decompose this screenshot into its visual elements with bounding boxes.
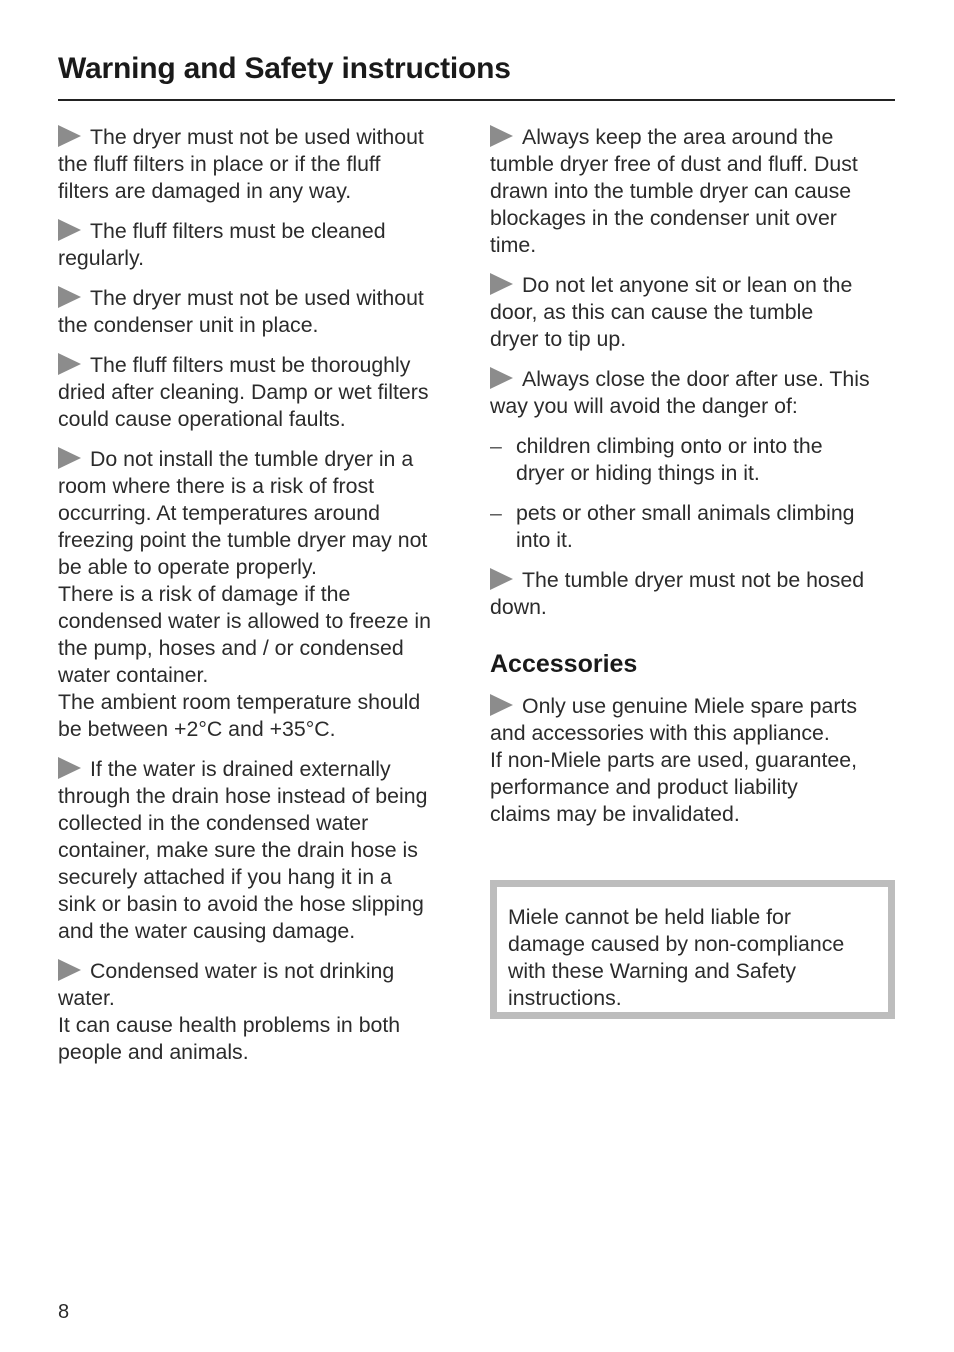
left-column	[58, 124, 468, 1079]
safety-instruction-line	[490, 326, 900, 353]
page-number: 8	[58, 1301, 70, 1323]
dash-list-line: into it.	[516, 528, 573, 552]
safety-instruction-line	[58, 864, 468, 891]
liability-notice-box	[490, 880, 895, 1019]
paragraph-text: The dryer must not be used without	[90, 286, 424, 310]
paragraph-text: The fluff filters must be thoroughly	[90, 353, 411, 377]
warning-triangle-icon	[58, 447, 81, 469]
warning-triangle-icon	[58, 757, 81, 779]
paragraph-text: dried after cleaning. Damp or wet filters	[58, 380, 429, 404]
accessories-instruction	[490, 693, 900, 828]
paragraph-text: Do not let anyone sit or lean on the	[522, 273, 853, 297]
paragraph-text: people and animals.	[58, 1040, 249, 1064]
safety-instruction-line	[58, 446, 468, 473]
warning-triangle-icon	[490, 694, 513, 716]
safety-instruction-line	[58, 285, 468, 312]
safety-instruction	[490, 567, 900, 621]
page-title: Warning and Safety instructions	[58, 52, 511, 85]
safety-instruction	[58, 124, 468, 205]
paragraph-text: tumble dryer free of dust and fluff. Dust	[490, 152, 858, 176]
safety-instruction-line	[58, 918, 468, 945]
safety-instruction-line	[58, 554, 468, 581]
paragraph-text: regularly.	[58, 246, 145, 270]
safety-instruction-line	[58, 245, 468, 272]
safety-instruction	[58, 756, 468, 945]
paragraph-text: freezing point the tumble dryer may not	[58, 528, 428, 552]
paragraph-text: door, as this can cause the tumble	[490, 300, 814, 324]
safety-instruction-line	[58, 662, 468, 689]
safety-instruction-line	[490, 299, 900, 326]
safety-instruction-line	[58, 756, 468, 783]
safety-instruction-line	[58, 312, 468, 339]
paragraph-text: down.	[490, 595, 547, 619]
safety-instruction	[490, 366, 900, 420]
safety-instruction-line	[58, 406, 468, 433]
accessories-instruction-line	[490, 774, 900, 801]
dash-list-line: pets or other small animals climbing	[516, 501, 855, 525]
paragraph-text: and the water causing damage.	[58, 919, 356, 943]
safety-instruction-line	[58, 581, 468, 608]
dash-list-item	[490, 500, 900, 554]
warning-triangle-icon	[58, 125, 81, 147]
safety-instruction	[58, 958, 468, 1066]
notice-line: damage caused by non-compliance	[508, 932, 845, 956]
paragraph-text: The ambient room temperature should	[58, 690, 421, 714]
dash-list-line: children climbing onto or into the	[516, 434, 823, 458]
safety-instruction-line	[490, 151, 900, 178]
safety-instruction	[58, 446, 468, 743]
safety-instruction-line	[58, 473, 468, 500]
title-divider	[58, 99, 895, 101]
warning-triangle-icon	[490, 367, 513, 389]
paragraph-text: Always close the door after use. This	[522, 367, 870, 391]
paragraph-text: water container.	[58, 663, 209, 687]
dash-marker: –	[490, 501, 502, 525]
warning-triangle-icon	[490, 273, 513, 295]
safety-instruction-line	[58, 527, 468, 554]
accessories-heading: Accessories	[490, 650, 638, 678]
safety-instruction-line	[58, 151, 468, 178]
paragraph-text: Condensed water is not drinking	[90, 959, 395, 983]
paragraph-text: way you will avoid the danger of:	[490, 394, 798, 418]
dash-list-item	[490, 433, 900, 487]
safety-instruction	[58, 218, 468, 272]
safety-instruction	[490, 272, 900, 353]
safety-instruction-line	[58, 891, 468, 918]
safety-instruction-line	[58, 178, 468, 205]
paragraph-text: Only use genuine Miele spare parts	[522, 694, 858, 718]
paragraph-text: be able to operate properly.	[58, 555, 317, 579]
safety-instruction-line	[58, 1039, 468, 1066]
paragraph-text: drawn into the tumble dryer can cause	[490, 179, 852, 203]
paragraph-text: The fluff filters must be cleaned	[90, 219, 386, 243]
paragraph-text: The dryer must not be used without	[90, 125, 424, 149]
paragraph-text: There is a risk of damage if the	[58, 582, 351, 606]
safety-instruction	[490, 124, 900, 259]
warning-triangle-icon	[490, 568, 513, 590]
safety-instruction-line	[58, 608, 468, 635]
safety-instruction-line	[58, 218, 468, 245]
safety-instruction-line	[58, 810, 468, 837]
safety-instruction-line	[58, 635, 468, 662]
paragraph-text: and accessories with this appliance.	[490, 721, 830, 745]
safety-instruction-line	[490, 366, 900, 393]
accessories-instruction-line	[490, 747, 900, 774]
paragraph-text: through the drain hose instead of being	[58, 784, 428, 808]
paragraph-text: securely attached if you hang it in a	[58, 865, 392, 889]
accessories-instruction-line	[490, 801, 900, 828]
paragraph-text: condensed water is allowed to freeze in	[58, 609, 431, 633]
safety-instruction-line	[58, 837, 468, 864]
safety-instruction-line	[58, 689, 468, 716]
notice-line: Miele cannot be held liable for	[508, 905, 791, 929]
safety-instruction-line	[490, 272, 900, 299]
paragraph-text: claims may be invalidated.	[490, 802, 740, 826]
paragraph-text: If non-Miele parts are used, guarantee,	[490, 748, 857, 772]
safety-instruction-line	[58, 716, 468, 743]
safety-instruction-line	[58, 985, 468, 1012]
accessories-instruction-line	[490, 693, 900, 720]
paragraph-text: the pump, hoses and / or condensed	[58, 636, 404, 660]
safety-instruction-line	[58, 352, 468, 379]
right-column	[490, 124, 900, 841]
paragraph-text: time.	[490, 233, 537, 257]
paragraph-text: performance and product liability	[490, 775, 798, 799]
safety-instruction	[58, 285, 468, 339]
paragraph-text: The tumble dryer must not be hosed	[522, 568, 865, 592]
paragraph-text: the condenser unit in place.	[58, 313, 319, 337]
safety-instruction-line	[58, 783, 468, 810]
warning-triangle-icon	[58, 353, 81, 375]
paragraph-text: water.	[58, 986, 115, 1010]
paragraph-text: If the water is drained externally	[90, 757, 391, 781]
warning-triangle-icon	[58, 959, 81, 981]
safety-instruction-line	[58, 379, 468, 406]
safety-instruction-line	[58, 958, 468, 985]
paragraph-text: occurring. At temperatures around	[58, 501, 380, 525]
paragraph-text: filters are damaged in any way.	[58, 179, 352, 203]
paragraph-text: Do not install the tumble dryer in a	[90, 447, 414, 471]
safety-instruction-line	[490, 124, 900, 151]
safety-instruction-line	[490, 232, 900, 259]
safety-instruction-line	[58, 124, 468, 151]
paragraph-text: room where there is a risk of frost	[58, 474, 375, 498]
dash-marker: –	[490, 434, 502, 458]
safety-instruction-line	[490, 567, 900, 594]
accessories-instruction-line	[490, 720, 900, 747]
paragraph-text: the fluff filters in place or if the fluff	[58, 152, 381, 176]
paragraph-text: dryer to tip up.	[490, 327, 627, 351]
warning-triangle-icon	[58, 286, 81, 308]
paragraph-text: Always keep the area around the	[522, 125, 834, 149]
safety-instruction	[58, 352, 468, 433]
safety-instruction-line	[490, 178, 900, 205]
paragraph-text: It can cause health problems in both	[58, 1013, 401, 1037]
liability-notice-text	[508, 904, 888, 1012]
paragraph-text: sink or basin to avoid the hose slipping	[58, 892, 424, 916]
warning-triangle-icon	[490, 125, 513, 147]
paragraph-text: be between +2°C and +35°C.	[58, 717, 336, 741]
notice-line: instructions.	[508, 986, 622, 1010]
warning-triangle-icon	[58, 219, 81, 241]
notice-line: with these Warning and Safety	[508, 959, 797, 983]
safety-instruction-line	[58, 500, 468, 527]
safety-instruction-line	[58, 1012, 468, 1039]
safety-instruction-line	[490, 393, 900, 420]
paragraph-text: container, make sure the drain hose is	[58, 838, 418, 862]
paragraph-text: blockages in the condenser unit over	[490, 206, 837, 230]
paragraph-text: could cause operational faults.	[58, 407, 346, 431]
paragraph-text: collected in the condensed water	[58, 811, 369, 835]
safety-instruction-line	[490, 205, 900, 232]
safety-instruction-line	[490, 594, 900, 621]
dash-list-line: dryer or hiding things in it.	[516, 461, 760, 485]
